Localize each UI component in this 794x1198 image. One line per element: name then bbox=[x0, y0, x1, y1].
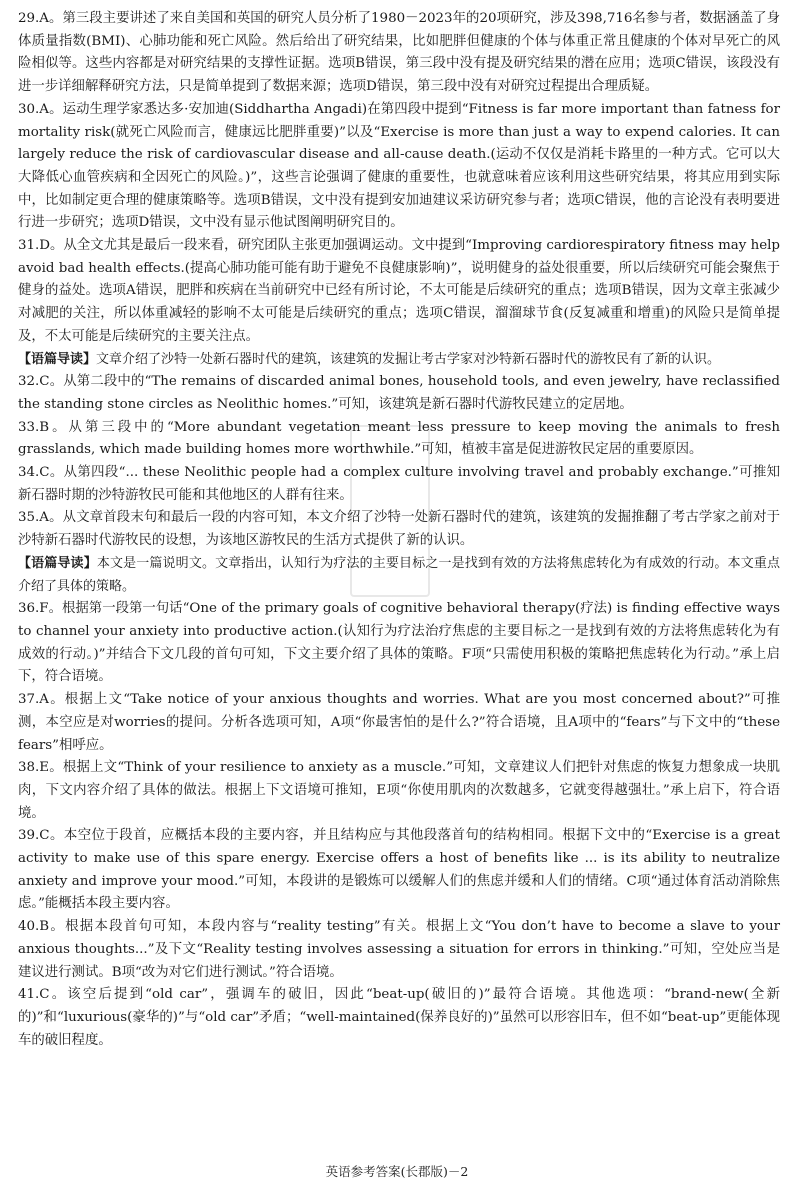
answer-item-39 bbox=[18, 825, 780, 916]
item-explanation: F。根据第一段第一句话“One of the primary goals of cognitive behavioral therapy(疗法) is finding effective ways to channel your anxiety into productive action.(认知行为疗法治疗焦虑的主要目标之一是找到有效的方法将焦虑转化为有成效的行动。)”并结合下文几段的首句可知，下文主要介绍了具体的策略。F项“只需使用积极的策略把焦虑转化为行动。”承上启下，符合语境。 bbox=[18, 601, 780, 685]
answer-item-34 bbox=[18, 462, 780, 507]
item-number: 37. bbox=[18, 692, 40, 708]
guide-label: 【语篇导读】 bbox=[18, 555, 97, 571]
item-explanation: C。从第四段“... these Neolithic people had a complex culture involving travel and probably exchange.”可推知新石器时期的沙特游牧民可能和其他地区的人群有往来。 bbox=[18, 465, 780, 503]
item-explanation: A。从文章首段末句和最后一段的内容可知，本文介绍了沙特一处新石器时代的建筑，该建筑的发掘推翻了考古学家之前对于沙特新石器时代游牧民的设想，为该地区游牧民的生活方式提供了新的认识。 bbox=[18, 510, 780, 549]
answer-item-41 bbox=[18, 984, 780, 1052]
item-number: 31. bbox=[18, 238, 40, 254]
item-explanation: A。运动生理学家悉达多·安加迪(Siddhartha Angadi)在第四段中提到“Fitness is far more important than fatness for mortality risk(就死亡风险而言，健康远比肥胖重要)”以及“Exercise is more than just a way to expend calories. It can largely reduce the risk of cardiovascular disease and all-cause death.(运动不仅仅是消耗卡路里的一种方式。它可以大大降低心血管疾病和全因死亡的风险。)”，这些言论强调了健康的重要性，也就意味着应该利用这些研究结果，将其应用到实际中，比如制定更合理的健康策略等。选项B错误，文中没有提到安加迪建议采访研究参与者；选项C错误，他的言论没有表明要进行进一步研究；选项D错误，文中没有显示他试图阐明研究目的。 bbox=[18, 101, 780, 231]
item-number: 36. bbox=[18, 601, 40, 617]
passage-guide-2 bbox=[18, 553, 780, 598]
answer-item-29 bbox=[18, 8, 780, 99]
item-number: 35. bbox=[18, 510, 40, 526]
item-explanation: A。根据上文“Take notice of your anxious thoughts and worries. What are you most concerned about?”可推测，本空应是对worries的提问。分析各选项可知，A项“你最害怕的是什么?”符合语境，且A项中的“fears”与下文中的“these fears”相呼应。 bbox=[18, 692, 780, 753]
item-explanation: C。本空位于段首，应概括本段的主要内容，并且结构应与其他段落首句的结构相同。根据下文中的“Exercise is a great activity to make use of this spare energy. Exercise offers a host of benefits like ... is its ability to neutralize anxiety and improve your mood.”可知，本段讲的是锻炼可以缓解人们的焦虑并缓和人们的情绪。C项“通过体育活动消除焦虑。”能概括本段主要内容。 bbox=[18, 828, 780, 912]
item-number: 29. bbox=[18, 11, 40, 26]
item-number: 39. bbox=[18, 828, 40, 844]
item-explanation: A。第三段主要讲述了来自美国和英国的研究人员分析了1980－2023年的20项研究，涉及398,716名参与者，数据涵盖了身体质量指数(BMI)、心肺功能和死亡风险。然后给出了研究结果，比如肥胖但健康的个体与体重正常且健康的个体对早死亡的风险相似等。这些内容都是对研究结果的支撑性证据。选项B错误，第三段中没有提及研究结果的潜在应用；选项C错误，该段没有进一步详细解释研究方法，只是简单提到了数据来源；选项D错误，第三段中没有对研究过程提出合理质疑。 bbox=[18, 11, 780, 95]
page-footer: 英语参考答案(长郡版)－2 bbox=[325, 1164, 469, 1179]
guide-text: 文章介绍了沙特一处新石器时代的建筑，该建筑的发掘让考古学家对沙特新石器时代的游牧民有了新的认识。 bbox=[96, 351, 721, 367]
item-number: 34. bbox=[18, 465, 40, 481]
item-explanation: C。该空后提到“old car”，强调车的破旧，因此“beat-up(破旧的)”最符合语境。其他选项：“brand-new(全新的)”和“luxurious(豪华的)”与“old car”矛盾；“well-maintained(保养良好的)”虽然可以形容旧车，但不如“beat-up”更能体现车的破旧程度。 bbox=[18, 987, 780, 1048]
answer-item-33 bbox=[18, 417, 780, 462]
passage-guide-1 bbox=[18, 349, 780, 372]
answer-item-32 bbox=[18, 371, 780, 416]
guide-label: 【语篇导读】 bbox=[18, 351, 97, 367]
item-explanation: D。从全文尤其是最后一段来看，研究团队主张更加强调运动。文中提到“Improving cardiorespiratory fitness may help avoid bad health effects.(提高心肺功能可能有助于避免不良健康影响)”，说明健身的益处很重要，所以后续研究可能会聚焦于健身的益处。选项A错误，肥胖和疾病在当前研究中已经有所讨论，不太可能是后续研究的重点；选项B错误，因为文章主张减少对减肥的关注，所以体重减轻的影响不太可能是后续研究的重点；选项C错误，溜溜球节食(反复减重和增重)的风险只是简单提及，不太可能是后续研究的主要关注点。 bbox=[18, 238, 780, 344]
item-number: 41. bbox=[18, 987, 40, 1003]
answer-item-38 bbox=[18, 757, 780, 825]
item-number: 40. bbox=[18, 919, 40, 935]
item-explanation: E。根据上文“Think of your resilience to anxiety as a muscle.”可知，文章建议人们把针对焦虑的恢复力想象成一块肌肉，下文内容介绍了具体的做法。根据上下文语境可推知，E项“你使用肌肉的次数越多，它就变得越强壮。”承上启下，符合语境。 bbox=[18, 760, 780, 821]
item-number: 30. bbox=[18, 101, 40, 117]
item-explanation: C。从第二段中的“The remains of discarded animal bones, household tools, and even jewelry, have reclassified the standing stone circles as Neolithic homes.”可知，该建筑是新石器时代游牧民建立的定居地。 bbox=[18, 374, 780, 412]
item-number: 38. bbox=[18, 760, 40, 776]
item-explanation: B。根据本段首句可知，本段内容与“reality testing”有关。根据上文“You don’t have to become a slave to your anxious thoughts...”及下文“Reality testing involves assessing a situation for errors in thinking.”可知，空处应当是建议进行测试。B项“改为对它们进行测试。”符合语境。 bbox=[18, 919, 780, 980]
answer-item-40 bbox=[18, 916, 780, 984]
guide-text: 本文是一篇说明文。文章指出，认知行为疗法的主要目标之一是找到有效的方法将焦虑转化为有成效的行动。本文重点介绍了具体的策略。 bbox=[18, 555, 780, 594]
item-explanation: B。从第三段中的“More abundant vegetation meant less pressure to keep moving the animals to fresh grasslands, which made building homes more worthwhile.”可知，植被丰富是促进游牧民定居的重要原因。 bbox=[18, 419, 780, 458]
answer-document bbox=[18, 8, 780, 1052]
item-number: 32. bbox=[18, 374, 40, 390]
answer-item-35 bbox=[18, 507, 780, 552]
answer-item-37 bbox=[18, 689, 780, 757]
answer-item-36 bbox=[18, 598, 780, 689]
answer-item-30 bbox=[18, 99, 780, 235]
item-number: 33. bbox=[18, 419, 40, 435]
answer-item-31 bbox=[18, 235, 780, 349]
